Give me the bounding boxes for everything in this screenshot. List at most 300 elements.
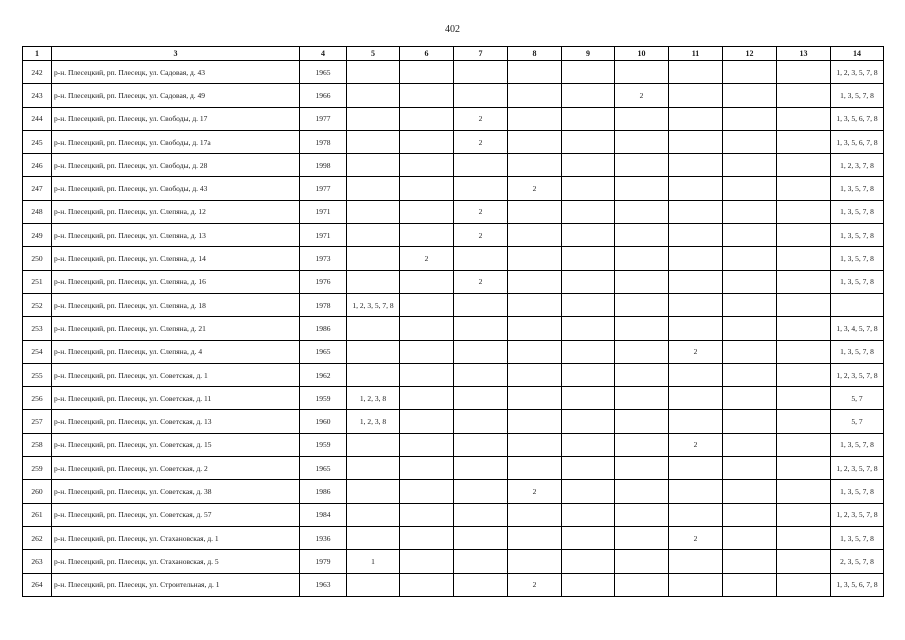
col7-cell	[454, 340, 508, 363]
row-number-cell: 261	[23, 503, 52, 526]
col12-cell	[723, 247, 777, 270]
col6-cell	[400, 107, 454, 130]
col9-cell	[562, 433, 615, 456]
col9-cell	[562, 107, 615, 130]
col7-cell	[454, 503, 508, 526]
column-header: 12	[723, 47, 777, 61]
column-header: 13	[777, 47, 831, 61]
row-number-cell: 258	[23, 433, 52, 456]
col14-cell: 5, 7	[831, 387, 884, 410]
col8-cell	[508, 61, 562, 84]
year-cell: 1962	[300, 363, 347, 386]
col11-cell	[669, 317, 723, 340]
col10-cell	[615, 550, 669, 573]
col13-cell	[777, 550, 831, 573]
col14-cell: 1, 2, 3, 5, 7, 8	[831, 61, 884, 84]
year-cell: 1965	[300, 457, 347, 480]
address-cell: р-н. Плесецкий, рп. Плесецк, ул. Слепяна, д. 13	[52, 224, 300, 247]
col5-cell	[347, 433, 400, 456]
col12-cell	[723, 224, 777, 247]
col11-cell	[669, 550, 723, 573]
col5-cell	[347, 247, 400, 270]
row-number-cell: 248	[23, 200, 52, 223]
col13-cell	[777, 247, 831, 270]
row-number-cell: 262	[23, 526, 52, 549]
col6-cell	[400, 410, 454, 433]
col10-cell	[615, 154, 669, 177]
col8-cell: 2	[508, 480, 562, 503]
col10-cell	[615, 410, 669, 433]
year-cell: 1960	[300, 410, 347, 433]
col12-cell	[723, 387, 777, 410]
col11-cell	[669, 363, 723, 386]
col7-cell	[454, 61, 508, 84]
col7-cell	[454, 480, 508, 503]
page-number: 402	[445, 24, 460, 35]
year-cell: 1959	[300, 387, 347, 410]
table-row	[23, 224, 884, 247]
table-row	[23, 200, 884, 223]
col5-cell	[347, 363, 400, 386]
col9-cell	[562, 410, 615, 433]
col7-cell	[454, 387, 508, 410]
col7-cell	[454, 317, 508, 340]
table-row	[23, 340, 884, 363]
col10-cell	[615, 130, 669, 153]
year-cell: 1978	[300, 130, 347, 153]
table-row	[23, 293, 884, 316]
col14-cell: 1, 2, 3, 7, 8	[831, 154, 884, 177]
col14-cell: 1, 3, 5, 7, 8	[831, 247, 884, 270]
col13-cell	[777, 107, 831, 130]
col8-cell	[508, 224, 562, 247]
col6-cell	[400, 340, 454, 363]
table-row	[23, 270, 884, 293]
col11-cell	[669, 177, 723, 200]
col14-cell: 1, 3, 5, 7, 8	[831, 480, 884, 503]
year-cell: 1986	[300, 480, 347, 503]
col7-cell	[454, 410, 508, 433]
address-cell: р-н. Плесецкий, рп. Плесецк, ул. Слепяна, д. 12	[52, 200, 300, 223]
col14-cell: 1, 3, 5, 6, 7, 8	[831, 130, 884, 153]
col14-cell: 1, 3, 5, 6, 7, 8	[831, 107, 884, 130]
year-cell: 1998	[300, 154, 347, 177]
row-number-cell: 247	[23, 177, 52, 200]
col11-cell	[669, 224, 723, 247]
col14-cell: 1, 3, 5, 7, 8	[831, 526, 884, 549]
col9-cell	[562, 526, 615, 549]
column-header: 6	[400, 47, 454, 61]
row-number-cell: 249	[23, 224, 52, 247]
col7-cell: 2	[454, 224, 508, 247]
col12-cell	[723, 293, 777, 316]
col13-cell	[777, 340, 831, 363]
col13-cell	[777, 154, 831, 177]
col13-cell	[777, 84, 831, 107]
col11-cell: 2	[669, 526, 723, 549]
col11-cell	[669, 573, 723, 596]
col8-cell	[508, 457, 562, 480]
col13-cell	[777, 177, 831, 200]
col7-cell: 2	[454, 107, 508, 130]
col13-cell	[777, 317, 831, 340]
col5-cell	[347, 317, 400, 340]
col11-cell	[669, 457, 723, 480]
table-row	[23, 130, 884, 153]
col5-cell: 1	[347, 550, 400, 573]
year-cell: 1979	[300, 550, 347, 573]
address-cell: р-н. Плесецкий, рп. Плесецк, ул. Слепяна, д. 16	[52, 270, 300, 293]
table-row	[23, 503, 884, 526]
col5-cell	[347, 526, 400, 549]
col10-cell	[615, 480, 669, 503]
col12-cell	[723, 480, 777, 503]
col5-cell	[347, 503, 400, 526]
col8-cell	[508, 247, 562, 270]
col6-cell	[400, 224, 454, 247]
col8-cell: 2	[508, 573, 562, 596]
col5-cell	[347, 573, 400, 596]
col12-cell	[723, 177, 777, 200]
col10-cell	[615, 340, 669, 363]
col8-cell	[508, 154, 562, 177]
col8-cell	[508, 550, 562, 573]
header-row	[23, 47, 884, 61]
col5-cell	[347, 224, 400, 247]
row-number-cell: 251	[23, 270, 52, 293]
col7-cell	[454, 154, 508, 177]
address-cell: р-н. Плесецкий, рп. Плесецк, ул. Садовая, д. 49	[52, 84, 300, 107]
col9-cell	[562, 550, 615, 573]
col10-cell: 2	[615, 84, 669, 107]
column-header: 10	[615, 47, 669, 61]
col8-cell	[508, 317, 562, 340]
col6-cell	[400, 526, 454, 549]
col11-cell	[669, 84, 723, 107]
col8-cell	[508, 130, 562, 153]
col13-cell	[777, 526, 831, 549]
col9-cell	[562, 61, 615, 84]
col5-cell	[347, 154, 400, 177]
col7-cell	[454, 433, 508, 456]
row-number-cell: 252	[23, 293, 52, 316]
col7-cell	[454, 457, 508, 480]
row-number-cell: 245	[23, 130, 52, 153]
address-cell: р-н. Плесецкий, рп. Плесецк, ул. Стахановская, д. 5	[52, 550, 300, 573]
year-cell: 1971	[300, 200, 347, 223]
row-number-cell: 263	[23, 550, 52, 573]
row-number-cell: 255	[23, 363, 52, 386]
col8-cell	[508, 200, 562, 223]
year-cell: 1978	[300, 293, 347, 316]
col10-cell	[615, 433, 669, 456]
col9-cell	[562, 177, 615, 200]
year-cell: 1971	[300, 224, 347, 247]
col5-cell	[347, 84, 400, 107]
address-cell: р-н. Плесецкий, рп. Плесецк, ул. Свободы, д. 43	[52, 177, 300, 200]
col10-cell	[615, 61, 669, 84]
col5-cell	[347, 130, 400, 153]
col10-cell	[615, 317, 669, 340]
col14-cell: 1, 3, 5, 7, 8	[831, 177, 884, 200]
year-cell: 1977	[300, 107, 347, 130]
address-cell: р-н. Плесецкий, рп. Плесецк, ул. Советская, д. 15	[52, 433, 300, 456]
col11-cell	[669, 154, 723, 177]
col12-cell	[723, 107, 777, 130]
col12-cell	[723, 61, 777, 84]
address-cell: р-н. Плесецкий, рп. Плесецк, ул. Слепяна, д. 18	[52, 293, 300, 316]
col13-cell	[777, 433, 831, 456]
address-cell: р-н. Плесецкий, рп. Плесецк, ул. Свободы, д. 17	[52, 107, 300, 130]
row-number-cell: 244	[23, 107, 52, 130]
address-cell: р-н. Плесецкий, рп. Плесецк, ул. Советская, д. 2	[52, 457, 300, 480]
col14-cell: 1, 2, 3, 5, 7, 8	[831, 457, 884, 480]
col9-cell	[562, 154, 615, 177]
col14-cell: 1, 3, 5, 7, 8	[831, 224, 884, 247]
col6-cell: 2	[400, 247, 454, 270]
col6-cell	[400, 387, 454, 410]
col6-cell	[400, 550, 454, 573]
col7-cell	[454, 363, 508, 386]
col11-cell	[669, 503, 723, 526]
col10-cell	[615, 200, 669, 223]
column-header: 9	[562, 47, 615, 61]
table-row	[23, 107, 884, 130]
col7-cell: 2	[454, 130, 508, 153]
year-cell: 1965	[300, 61, 347, 84]
table-row	[23, 526, 884, 549]
col14-cell: 1, 3, 5, 7, 8	[831, 84, 884, 107]
col6-cell	[400, 503, 454, 526]
col5-cell	[347, 480, 400, 503]
table-row	[23, 177, 884, 200]
row-number-cell: 254	[23, 340, 52, 363]
col9-cell	[562, 317, 615, 340]
col10-cell	[615, 573, 669, 596]
col6-cell	[400, 200, 454, 223]
col14-cell: 1, 2, 3, 5, 7, 8	[831, 503, 884, 526]
col13-cell	[777, 480, 831, 503]
col12-cell	[723, 270, 777, 293]
col6-cell	[400, 457, 454, 480]
col12-cell	[723, 550, 777, 573]
table-row	[23, 410, 884, 433]
column-header: 4	[300, 47, 347, 61]
col7-cell: 2	[454, 270, 508, 293]
register-table	[22, 46, 884, 597]
col8-cell	[508, 387, 562, 410]
col5-cell	[347, 177, 400, 200]
col11-cell	[669, 200, 723, 223]
col5-cell	[347, 270, 400, 293]
col5-cell	[347, 61, 400, 84]
col7-cell	[454, 573, 508, 596]
col8-cell	[508, 84, 562, 107]
col13-cell	[777, 270, 831, 293]
col6-cell	[400, 480, 454, 503]
col7-cell	[454, 293, 508, 316]
col9-cell	[562, 457, 615, 480]
year-cell: 1986	[300, 317, 347, 340]
col10-cell	[615, 293, 669, 316]
col7-cell: 2	[454, 200, 508, 223]
col11-cell	[669, 270, 723, 293]
column-header: 3	[52, 47, 300, 61]
col13-cell	[777, 130, 831, 153]
row-number-cell: 246	[23, 154, 52, 177]
col8-cell	[508, 410, 562, 433]
col12-cell	[723, 154, 777, 177]
col10-cell	[615, 503, 669, 526]
col9-cell	[562, 270, 615, 293]
col11-cell	[669, 293, 723, 316]
col10-cell	[615, 177, 669, 200]
year-cell: 1965	[300, 340, 347, 363]
col13-cell	[777, 387, 831, 410]
row-number-cell: 243	[23, 84, 52, 107]
col10-cell	[615, 107, 669, 130]
row-number-cell: 257	[23, 410, 52, 433]
col11-cell	[669, 61, 723, 84]
col10-cell	[615, 270, 669, 293]
col9-cell	[562, 363, 615, 386]
col9-cell	[562, 224, 615, 247]
col14-cell	[831, 293, 884, 316]
address-cell: р-н. Плесецкий, рп. Плесецк, ул. Строительная, д. 1	[52, 573, 300, 596]
col9-cell	[562, 340, 615, 363]
row-number-cell: 264	[23, 573, 52, 596]
row-number-cell: 242	[23, 61, 52, 84]
col14-cell: 5, 7	[831, 410, 884, 433]
address-cell: р-н. Плесецкий, рп. Плесецк, ул. Стахановская, д. 1	[52, 526, 300, 549]
col6-cell	[400, 61, 454, 84]
col5-cell: 1, 2, 3, 5, 7, 8	[347, 293, 400, 316]
address-cell: р-н. Плесецкий, рп. Плесецк, ул. Советская, д. 11	[52, 387, 300, 410]
col11-cell	[669, 410, 723, 433]
address-cell: р-н. Плесецкий, рп. Плесецк, ул. Советская, д. 1	[52, 363, 300, 386]
table-row	[23, 387, 884, 410]
col13-cell	[777, 457, 831, 480]
col12-cell	[723, 84, 777, 107]
col6-cell	[400, 130, 454, 153]
column-header: 1	[23, 47, 52, 61]
year-cell: 1976	[300, 270, 347, 293]
col10-cell	[615, 363, 669, 386]
table-row	[23, 480, 884, 503]
table-row	[23, 84, 884, 107]
column-header: 14	[831, 47, 884, 61]
year-cell: 1984	[300, 503, 347, 526]
row-number-cell: 253	[23, 317, 52, 340]
col7-cell	[454, 526, 508, 549]
col13-cell	[777, 363, 831, 386]
col13-cell	[777, 61, 831, 84]
col5-cell	[347, 340, 400, 363]
col13-cell	[777, 200, 831, 223]
col9-cell	[562, 84, 615, 107]
col14-cell: 1, 2, 3, 5, 7, 8	[831, 363, 884, 386]
col6-cell	[400, 573, 454, 596]
col8-cell	[508, 107, 562, 130]
year-cell: 1936	[300, 526, 347, 549]
col10-cell	[615, 526, 669, 549]
year-cell: 1973	[300, 247, 347, 270]
col10-cell	[615, 387, 669, 410]
col9-cell	[562, 200, 615, 223]
col9-cell	[562, 503, 615, 526]
year-cell: 1959	[300, 433, 347, 456]
col8-cell	[508, 526, 562, 549]
table-row	[23, 247, 884, 270]
col11-cell	[669, 107, 723, 130]
col12-cell	[723, 573, 777, 596]
col14-cell: 1, 3, 5, 7, 8	[831, 270, 884, 293]
col8-cell	[508, 363, 562, 386]
col14-cell: 1, 3, 5, 7, 8	[831, 340, 884, 363]
col12-cell	[723, 130, 777, 153]
address-cell: р-н. Плесецкий, рп. Плесецк, ул. Советская, д. 38	[52, 480, 300, 503]
col8-cell	[508, 293, 562, 316]
col13-cell	[777, 573, 831, 596]
col14-cell: 1, 3, 5, 7, 8	[831, 433, 884, 456]
col5-cell	[347, 107, 400, 130]
address-cell: р-н. Плесецкий, рп. Плесецк, ул. Свободы, д. 17а	[52, 130, 300, 153]
col12-cell	[723, 363, 777, 386]
col8-cell	[508, 503, 562, 526]
table-row	[23, 457, 884, 480]
table-row	[23, 363, 884, 386]
column-header: 8	[508, 47, 562, 61]
column-header: 7	[454, 47, 508, 61]
address-cell: р-н. Плесецкий, рп. Плесецк, ул. Советская, д. 57	[52, 503, 300, 526]
col14-cell: 1, 3, 5, 6, 7, 8	[831, 573, 884, 596]
col6-cell	[400, 177, 454, 200]
col5-cell	[347, 457, 400, 480]
col12-cell	[723, 340, 777, 363]
table-row	[23, 550, 884, 573]
col12-cell	[723, 526, 777, 549]
col12-cell	[723, 317, 777, 340]
col6-cell	[400, 317, 454, 340]
col9-cell	[562, 387, 615, 410]
col6-cell	[400, 433, 454, 456]
row-number-cell: 256	[23, 387, 52, 410]
col11-cell	[669, 387, 723, 410]
col7-cell	[454, 550, 508, 573]
col11-cell	[669, 480, 723, 503]
col10-cell	[615, 457, 669, 480]
year-cell: 1966	[300, 84, 347, 107]
col12-cell	[723, 433, 777, 456]
col8-cell	[508, 433, 562, 456]
col5-cell: 1, 2, 3, 8	[347, 387, 400, 410]
col7-cell	[454, 84, 508, 107]
row-number-cell: 259	[23, 457, 52, 480]
col13-cell	[777, 293, 831, 316]
col6-cell	[400, 270, 454, 293]
address-cell: р-н. Плесецкий, рп. Плесецк, ул. Советская, д. 13	[52, 410, 300, 433]
col6-cell	[400, 84, 454, 107]
year-cell: 1963	[300, 573, 347, 596]
col9-cell	[562, 480, 615, 503]
table-row	[23, 317, 884, 340]
col7-cell	[454, 247, 508, 270]
row-number-cell: 250	[23, 247, 52, 270]
column-header: 11	[669, 47, 723, 61]
col7-cell	[454, 177, 508, 200]
col12-cell	[723, 410, 777, 433]
col9-cell	[562, 573, 615, 596]
